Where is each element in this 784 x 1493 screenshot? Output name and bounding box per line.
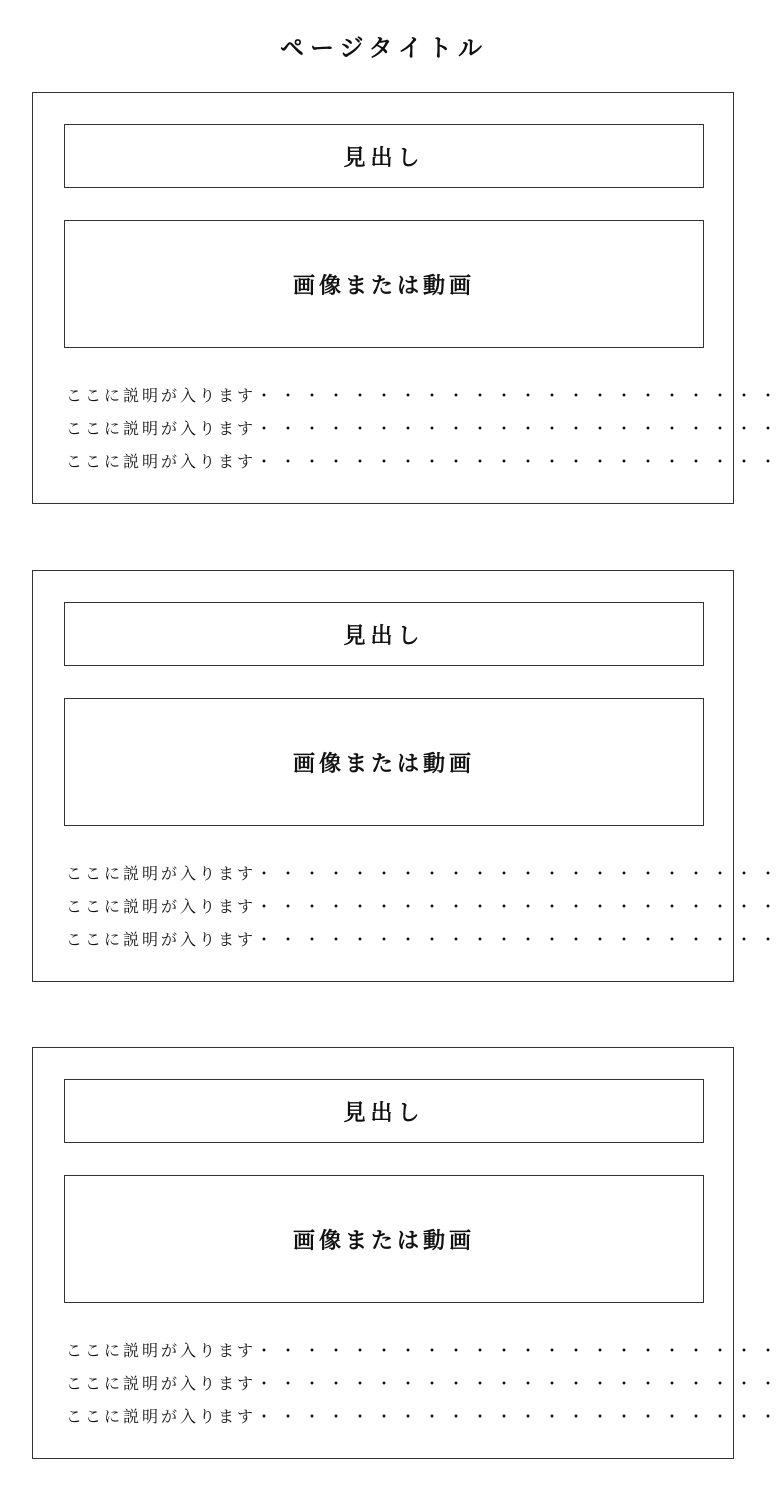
description-text: ここに説明が入ります (66, 1341, 257, 1360)
dot-leader: ・・・・・・・・・・・・・・・・・・・・・・ (256, 1341, 784, 1360)
description-text: ここに説明が入ります (66, 386, 257, 405)
description-line (66, 412, 784, 445)
section-heading: 見出し (64, 124, 704, 188)
dot-leader: ・・・・・・・・・・・・・・・・・・・・・・ (256, 386, 784, 405)
page-title: ページタイトル (279, 34, 489, 62)
section-heading: 見出し (64, 602, 704, 666)
dot-leader: ・・・・・・・・・・・・・・・・・・・・・・ (256, 1374, 784, 1393)
description-line (66, 445, 784, 478)
media-placeholder: 画像または動画 (64, 220, 704, 348)
section-heading: 見出し (64, 1079, 704, 1143)
dot-leader: ・・・・・・・・・・・・・・・・・・・・・・ (256, 897, 784, 916)
description-line (66, 1367, 784, 1400)
description-text: ここに説明が入ります (66, 419, 257, 438)
description-text: ここに説明が入ります (66, 1374, 257, 1393)
media-placeholder: 画像または動画 (64, 1175, 704, 1303)
description-text: ここに説明が入ります (66, 864, 257, 883)
description-text: ここに説明が入ります (66, 452, 257, 471)
description-text: ここに説明が入ります (66, 930, 257, 949)
dot-leader: ・・・・・・・・・・・・・・・・・・・・・・ (256, 419, 784, 438)
description-list (66, 857, 784, 956)
description-line (66, 890, 784, 923)
description-line (66, 857, 784, 890)
dot-leader: ・・・・・・・・・・・・・・・・・・・・・・ (256, 864, 784, 883)
description-list (66, 379, 784, 478)
description-line (66, 923, 784, 956)
dot-leader: ・・・・・・・・・・・・・・・・・・・・・・ (256, 930, 784, 949)
description-text: ここに説明が入ります (66, 1407, 257, 1426)
dot-leader: ・・・・・・・・・・・・・・・・・・・・・・ (256, 452, 784, 471)
content-card (32, 1047, 784, 1459)
description-line (66, 1334, 784, 1367)
description-text: ここに説明が入ります (66, 897, 257, 916)
dot-leader: ・・・・・・・・・・・・・・・・・・・・・・ (256, 1407, 784, 1426)
content-card (32, 92, 784, 504)
description-line (66, 1400, 784, 1433)
description-line (66, 379, 784, 412)
media-placeholder: 画像または動画 (64, 698, 704, 826)
content-card (32, 570, 784, 982)
description-list (66, 1334, 784, 1433)
